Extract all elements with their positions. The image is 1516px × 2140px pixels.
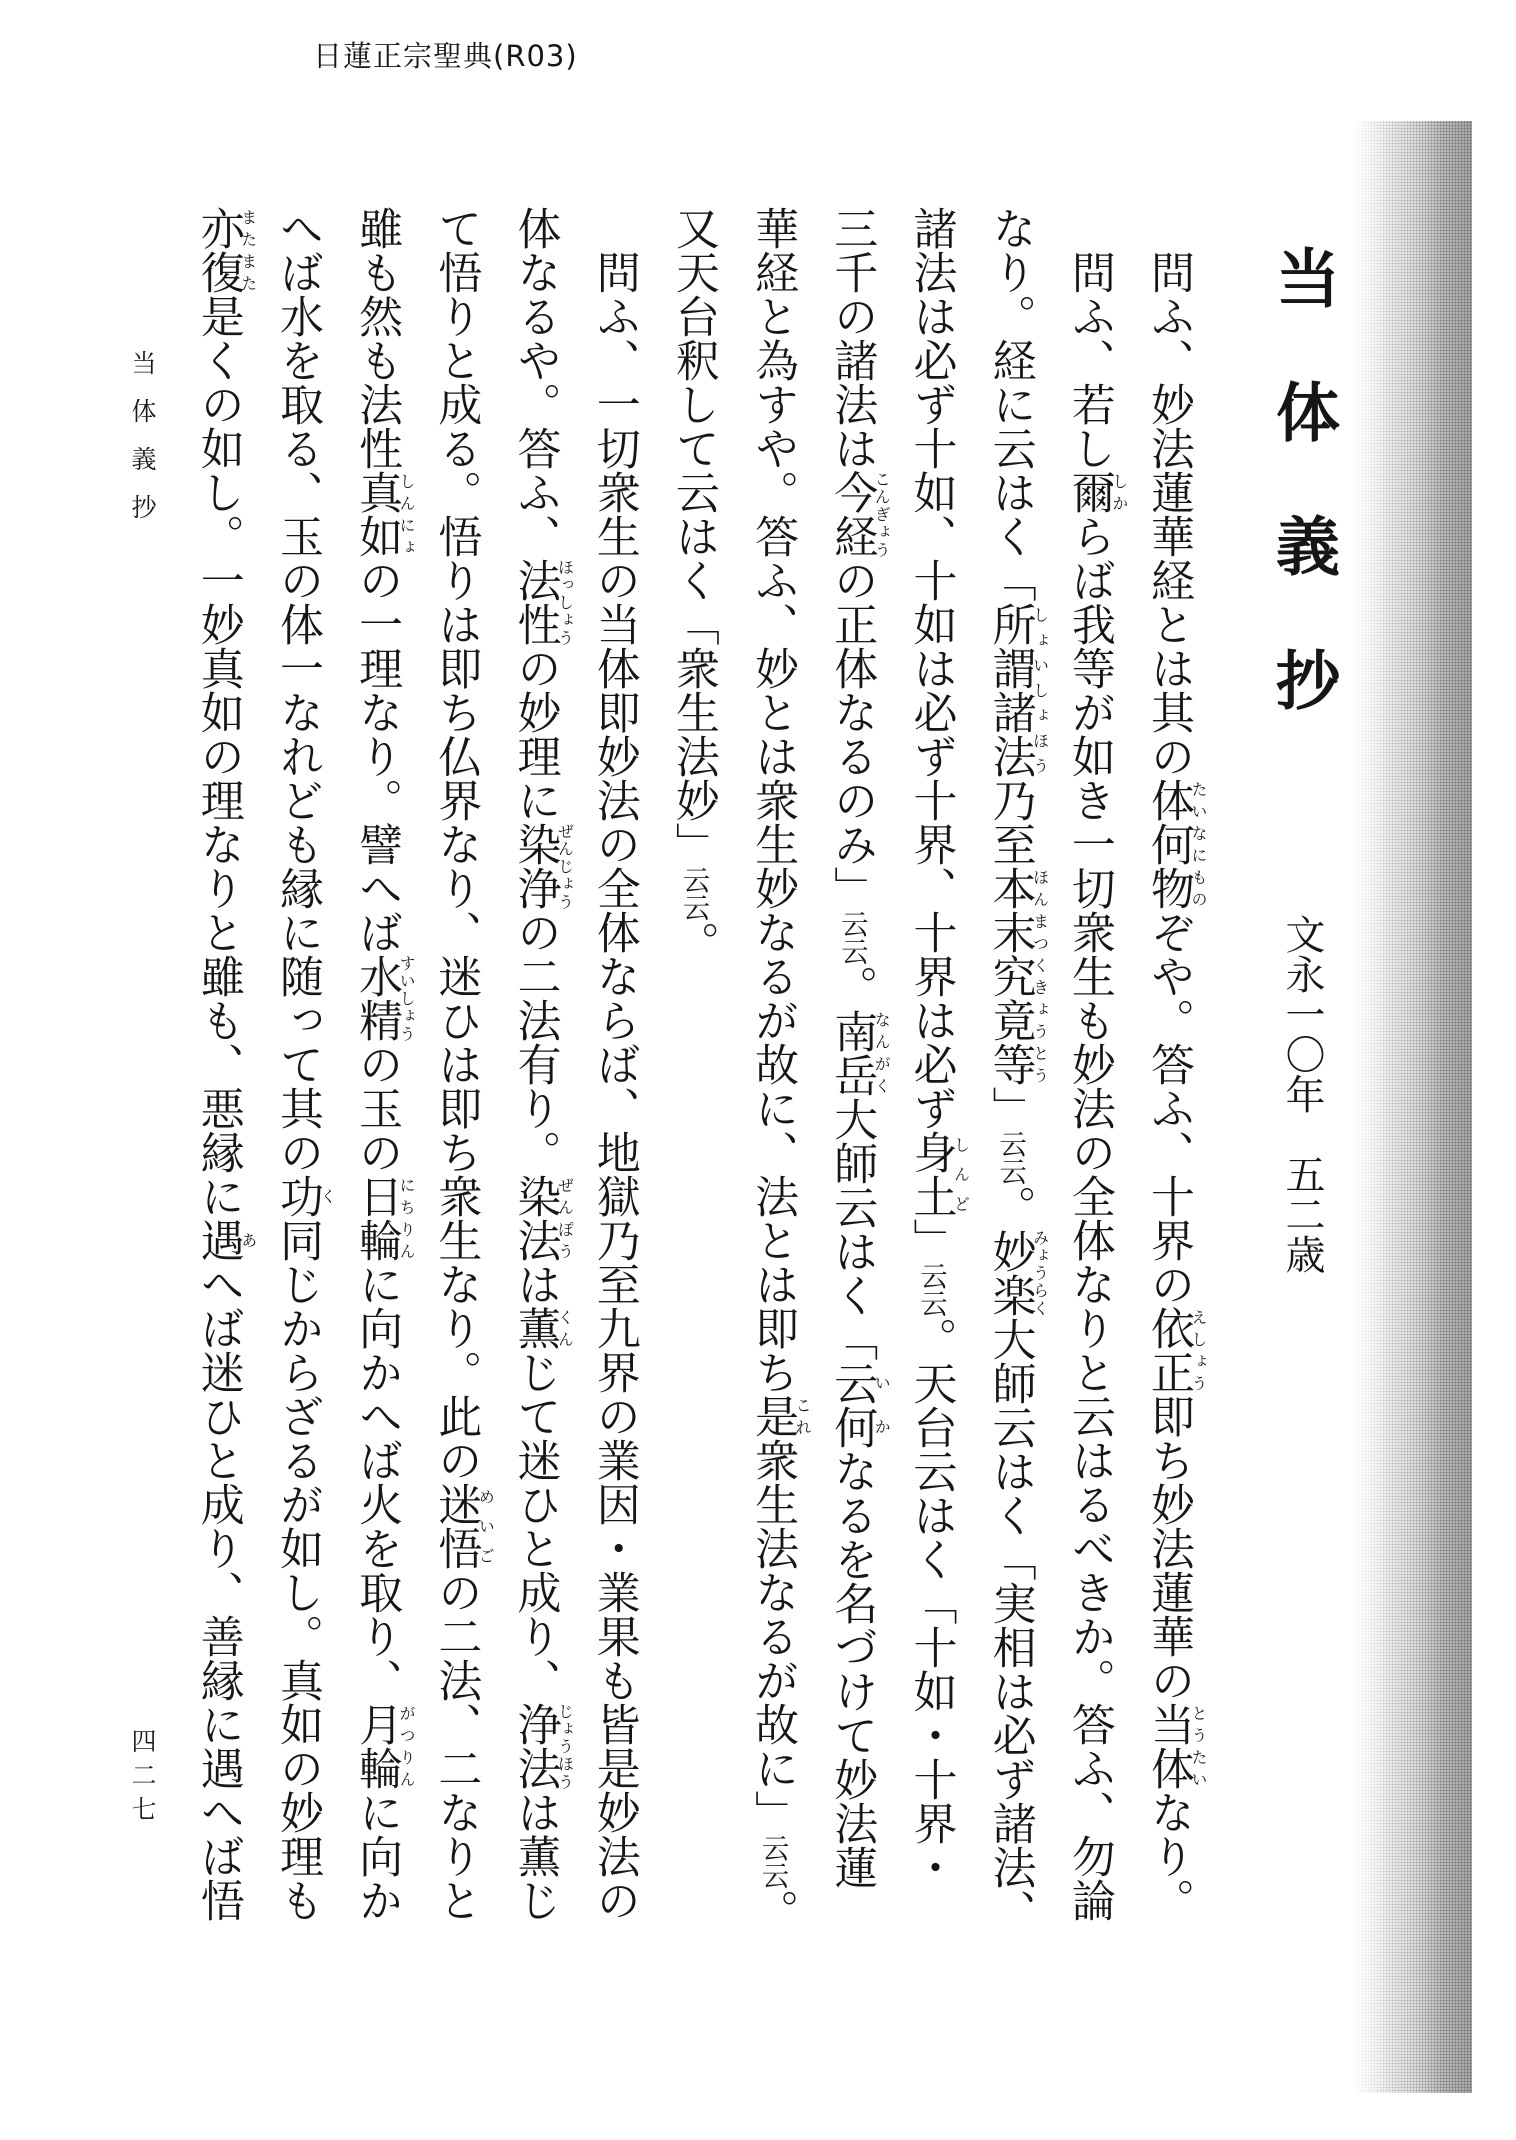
text-run: 」 (905, 1218, 957, 1262)
ruby-base: 当体 (1143, 1702, 1194, 1790)
text-run: なるを名づけて妙法蓮 (826, 1448, 878, 1889)
ruby-base: 遇 (192, 1218, 244, 1262)
ruby-reading: とうたい (1189, 1702, 1208, 1790)
text-run: に向かへば火を取り、 (351, 1262, 403, 1702)
ruby-word (1143, 778, 1208, 910)
ruby-word (905, 1130, 971, 1218)
text-column (812, 206, 891, 1976)
text-run: の一理なり。譬へば (351, 558, 403, 954)
text-column (1050, 206, 1129, 1976)
ruby-base: 日輪 (351, 1174, 403, 1262)
text-run: 問ふ、若し (1063, 250, 1115, 470)
text-column (258, 206, 337, 1976)
ruby-word (351, 470, 417, 558)
ruby-reading: ぜんじょう (555, 822, 575, 910)
running-title: 当体義抄 (128, 350, 157, 542)
ruby-reading: く (317, 1174, 337, 1218)
text-run: 。 (667, 920, 719, 965)
text-run: なり。経に云はく「 (984, 206, 1036, 602)
text-run: 雖も然も法性 (351, 206, 403, 470)
text-run: 又天台釈して云はく「衆生法妙」 (667, 206, 719, 866)
ruby-reading: いか (872, 1360, 892, 1449)
ruby-word (984, 1228, 1050, 1317)
text-run: 」 (984, 1086, 1036, 1130)
ruby-reading: これ (793, 1394, 813, 1438)
ruby-word (509, 822, 575, 910)
text-run: ぞや。答ふ、十界の (1143, 910, 1194, 1306)
ruby-word (351, 1174, 417, 1262)
text-run: 問ふ、妙法蓮華経とは其の (1143, 250, 1194, 778)
ruby-reading: ほんまつくきょうとう (1030, 866, 1050, 1086)
small-note: 云云 (836, 910, 868, 965)
ruby-word (826, 1360, 892, 1449)
ruby-reading: なんがく (872, 1008, 892, 1097)
text-run: 大師云はく「実相は必ず諸法、 (984, 1316, 1036, 1933)
page-number: 四二七 (128, 1728, 157, 1830)
ruby-reading: たいなにもの (1189, 778, 1208, 910)
ruby-reading: またまた (238, 206, 258, 294)
ruby-word (1063, 470, 1129, 514)
text-column (1129, 206, 1208, 1976)
ruby-reading: くん (555, 1306, 575, 1350)
ruby-reading: がつりん (397, 1702, 417, 1790)
text-column (416, 206, 495, 1976)
text-run: 即ち妙法蓮華の (1143, 1394, 1194, 1702)
ruby-base: 亦復 (192, 206, 244, 294)
ruby-word (1143, 1306, 1208, 1394)
text-run: の二法、二なりと (430, 1570, 482, 1922)
text-run: 諸法は必ず十如、十如は必ず十界、十界は必ず (905, 206, 957, 1130)
document-date: 文永一〇年 五二歳 (1279, 914, 1325, 1274)
ruby-base: 体何物 (1143, 778, 1194, 910)
text-run: 是くの如し。一妙真如の理なりと雖も、悪縁に (192, 294, 244, 1218)
ruby-reading: みょうらく (1030, 1228, 1050, 1317)
ruby-word (984, 866, 1050, 1086)
ruby-base: 薫 (509, 1306, 561, 1350)
ruby-base: 今経 (826, 470, 878, 558)
text-run: 体なるや。答ふ、 (509, 206, 561, 558)
ruby-word (351, 1702, 417, 1790)
text-run: て悟りと成る。悟りは即ち仏界なり、迷ひは即ち衆生なり。此の (430, 206, 482, 1482)
ruby-word (826, 470, 892, 558)
small-note: 云云 (994, 1130, 1026, 1185)
page-header: 日蓮正宗聖典(R03) (313, 39, 578, 73)
ruby-word (192, 1218, 258, 1262)
ruby-base: 真如 (351, 470, 403, 558)
ruby-word (351, 954, 417, 1042)
ruby-reading: ぜんぽう (555, 1174, 575, 1262)
ruby-word (509, 558, 575, 646)
ruby-base: 云何 (826, 1360, 878, 1449)
ruby-word (430, 1482, 496, 1570)
ruby-base: 浄法 (509, 1702, 561, 1790)
text-run: なり。 (1143, 1790, 1194, 1922)
ruby-reading: しんにょ (397, 470, 417, 558)
ruby-reading: えしょう (1189, 1306, 1208, 1394)
ruby-base: 染法 (509, 1174, 561, 1262)
ruby-word (1143, 1702, 1208, 1790)
text-run: らば我等が如き一切衆生も妙法の全体なりと云はるべきか。答ふ、勿論 (1063, 514, 1115, 1922)
small-note: 云云 (677, 866, 709, 921)
ruby-base: 本末究竟等 (984, 866, 1036, 1086)
text-column (891, 206, 970, 1976)
text-run: は薫じ (509, 1790, 561, 1922)
ruby-word (826, 1008, 892, 1097)
ruby-reading: しか (1109, 470, 1129, 514)
ruby-base: 身土 (905, 1130, 957, 1218)
ruby-reading: じょうほう (555, 1702, 575, 1790)
text-run: 。 (984, 1184, 1036, 1229)
ruby-reading: こんぎょう (872, 470, 892, 558)
text-run: へば水を取る、玉の体一なれども縁に随って其の (271, 206, 323, 1174)
text-run: 大師云はく「 (826, 1096, 878, 1361)
text-run: 。 (826, 964, 878, 1009)
text-column (495, 206, 574, 1976)
text-run: 同じからざるが如し。真如の妙理も (271, 1218, 323, 1922)
text-column (179, 206, 258, 1976)
text-run: へば迷ひと成り、善縁に遇へば悟 (192, 1262, 244, 1922)
text-run: の二法有り。 (509, 910, 561, 1174)
ruby-reading: にちりん (397, 1174, 417, 1262)
ruby-base: 依正 (1143, 1306, 1194, 1394)
text-run: の正体なるのみ」 (826, 558, 878, 910)
ruby-word (192, 206, 258, 294)
ruby-reading: しんど (951, 1130, 971, 1218)
text-column (337, 206, 416, 1976)
text-run: 。 (747, 1888, 799, 1933)
text-run: 華経と為すや。答ふ、妙とは衆生妙なるが故に、法とは即ち (747, 206, 799, 1394)
text-run: じて迷ひと成り、 (509, 1350, 561, 1702)
text-run: 。天台云はく「十如・十界・ (905, 1316, 957, 1889)
text-run: 問ふ、一切衆生の当体即妙法の全体ならば、地獄乃至九界の業因・業果も皆是妙法の (588, 250, 640, 1922)
ruby-word (747, 1394, 813, 1438)
small-note: 云云 (757, 1834, 789, 1889)
ruby-reading: すいしょう (397, 954, 417, 1042)
text-run: に向か (351, 1790, 403, 1922)
ruby-base: 功 (271, 1174, 323, 1218)
text-run: 衆生法なるが故に」 (747, 1438, 799, 1834)
body-text (178, 206, 1208, 1976)
small-note: 云云 (915, 1262, 947, 1317)
ruby-base: 妙楽 (984, 1228, 1036, 1317)
ruby-word (509, 1306, 575, 1350)
ruby-reading: めいご (476, 1482, 496, 1570)
text-run: の妙理に (509, 646, 561, 822)
text-column (733, 206, 812, 1976)
text-column (654, 206, 733, 1976)
ruby-base: 是 (747, 1394, 799, 1438)
text-run: は (509, 1262, 561, 1306)
ruby-base: 迷悟 (430, 1482, 482, 1570)
ruby-base: 南岳 (826, 1008, 878, 1097)
ruby-base: 染浄 (509, 822, 561, 910)
text-run: 乃至 (984, 778, 1036, 866)
text-run: の玉の (351, 1042, 403, 1174)
text-run: 三千の諸法は (826, 206, 878, 470)
ruby-reading: あ (238, 1218, 258, 1262)
ruby-base: 月輪 (351, 1702, 403, 1790)
text-column (970, 206, 1049, 1976)
ruby-base: 水精 (351, 954, 403, 1042)
ruby-word (509, 1702, 575, 1790)
ruby-word (984, 602, 1050, 778)
ruby-base: 爾 (1063, 470, 1115, 514)
ruby-base: 法性 (509, 558, 561, 646)
ruby-base: 所謂諸法 (984, 602, 1036, 778)
scan-shadow (1352, 121, 1472, 2093)
document-title: 当体義抄 (1265, 245, 1340, 781)
ruby-reading: しょいしょほう (1030, 602, 1050, 778)
text-column (575, 206, 654, 1976)
ruby-reading: ほっしょう (555, 558, 575, 646)
ruby-word (271, 1174, 337, 1218)
ruby-word (509, 1174, 575, 1262)
